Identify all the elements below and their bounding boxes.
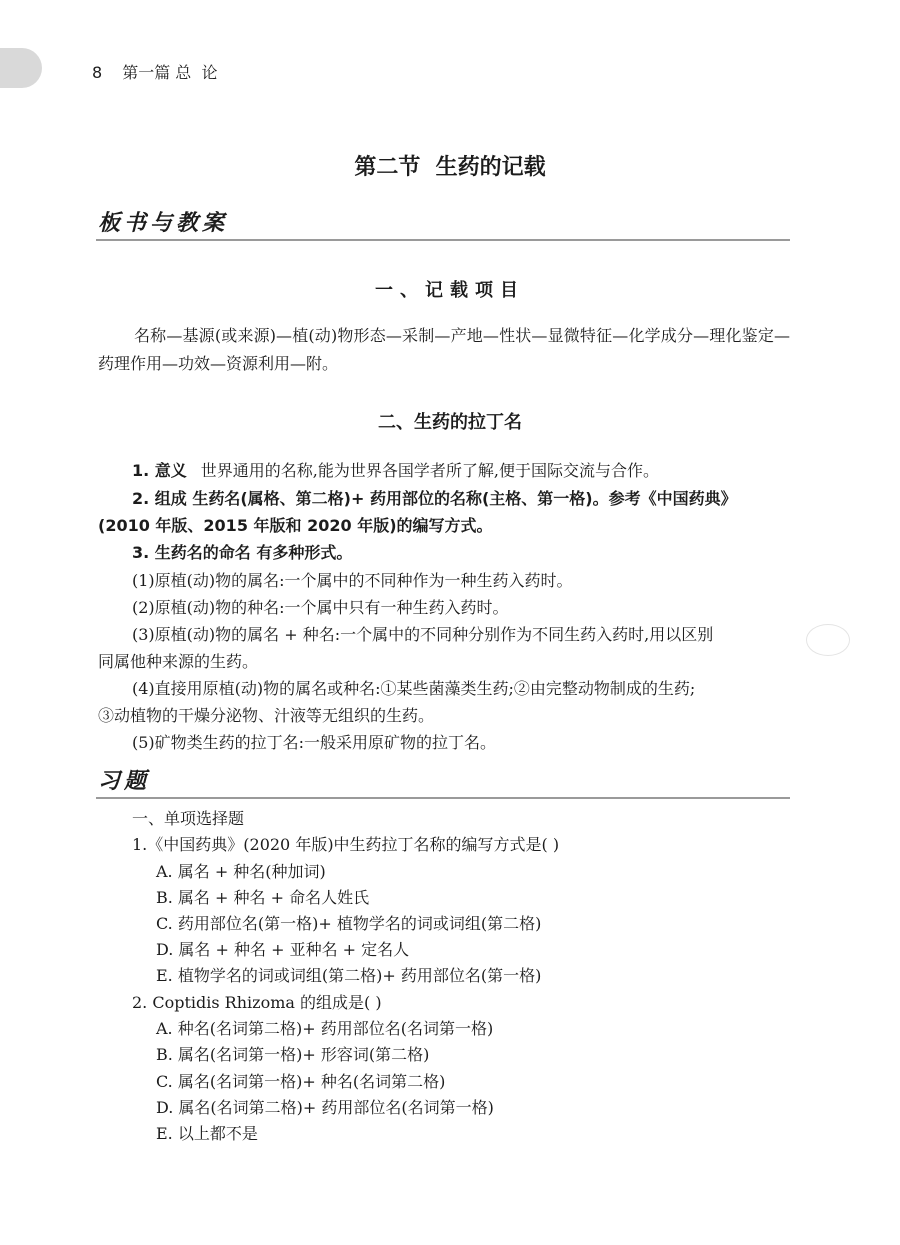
item1-text: 世界通用的名称,能为世界各国学者所了解,便于国际交流与合作。 — [200, 461, 659, 480]
part1-title: 一、记载项目 — [375, 280, 525, 301]
sub1-line: (1)原植(动)物的属名:一个属中的不同种作为一种生药入药时。 — [132, 571, 573, 590]
lecture-notes-heading: 板书与教案 — [98, 210, 229, 236]
item2-line2: (2010 年版、2015 年版和 2020 年版)的编写方式。 — [98, 516, 493, 535]
page-tab-marker — [0, 48, 42, 88]
question-1-option-b: B. 属名 + 种名 + 命名人姓氏 — [156, 888, 370, 907]
part-title: 第一篇 总 论 — [122, 63, 218, 82]
question-1-option-c: C. 药用部位名(第一格)+ 植物学名的词或词组(第二格) — [156, 914, 542, 933]
item1-line — [132, 458, 832, 481]
question-1-option-e: E. 植物学名的词或词组(第二格)+ 药用部位名(第一格) — [156, 966, 542, 985]
running-header — [92, 60, 217, 83]
item3-line: 3. 生药名的命名 有多种形式。 — [132, 543, 353, 562]
section-title: 第二节 生药的记载 — [354, 155, 546, 180]
sub4-line1: (4)直接用原植(动)物的属名或种名:①某些菌藻类生药;②由完整动物制成的生药; — [132, 679, 696, 698]
lecture-notes-rule — [96, 239, 790, 241]
question-2-option-a: A. 种名(名词第二格)+ 药用部位名(名词第一格) — [156, 1019, 494, 1038]
item2-line1: 2. 组成 生药名(属格、第二格)+ 药用部位的名称(主格、第一格)。参考《中国药典》 — [132, 489, 737, 508]
sub2-line: (2)原植(动)物的种名:一个属中只有一种生药入药时。 — [132, 598, 509, 617]
question-2-option-e: E. 以上都不是 — [156, 1124, 258, 1143]
sub3-line2: 同属他种来源的生药。 — [98, 652, 259, 671]
single-choice-heading: 一、单项选择题 — [132, 809, 245, 828]
question-1-option-a: A. 属名 + 种名(种加词) — [156, 862, 326, 881]
page-number: 8 — [92, 63, 103, 82]
sub3-line1: (3)原植(动)物的属名 + 种名:一个属中的不同种分别作为不同生药入药时,用以区别 — [132, 625, 714, 644]
question-1-option-d: D. 属名 + 种名 + 亚种名 + 定名人 — [156, 940, 410, 959]
question-2-option-d: D. 属名(名词第二格)+ 药用部位名(名词第一格) — [156, 1098, 494, 1117]
question-2-option-c: C. 属名(名词第一格)+ 种名(名词第二格) — [156, 1072, 446, 1091]
part2-title: 二、生药的拉丁名 — [378, 412, 522, 433]
sub5-line: (5)矿物类生药的拉丁名:一般采用原矿物的拉丁名。 — [132, 733, 497, 752]
sub4-line2: ③动植物的干燥分泌物、汁液等无组织的生药。 — [98, 706, 435, 725]
item1-label: 1. 意义 — [132, 461, 187, 480]
question-1-stem: 1.《中国药典》(2020 年版)中生药拉丁名称的编写方式是( ) — [132, 835, 560, 854]
exercises-heading: 习题 — [98, 768, 151, 794]
exercises-rule — [96, 797, 790, 799]
question-2-stem: 2. Coptidis Rhizoma 的组成是( ) — [132, 993, 382, 1012]
faint-watermark-stamp — [806, 624, 850, 656]
question-2-option-b: B. 属名(名词第一格)+ 形容词(第二格) — [156, 1045, 430, 1064]
part1-paragraph: 名称—基源(或来源)—植(动)物形态—采制—产地—性状—显微特征—化学成分—理化鉴定—药理作用—功效—资源利用—附。 — [98, 326, 790, 373]
